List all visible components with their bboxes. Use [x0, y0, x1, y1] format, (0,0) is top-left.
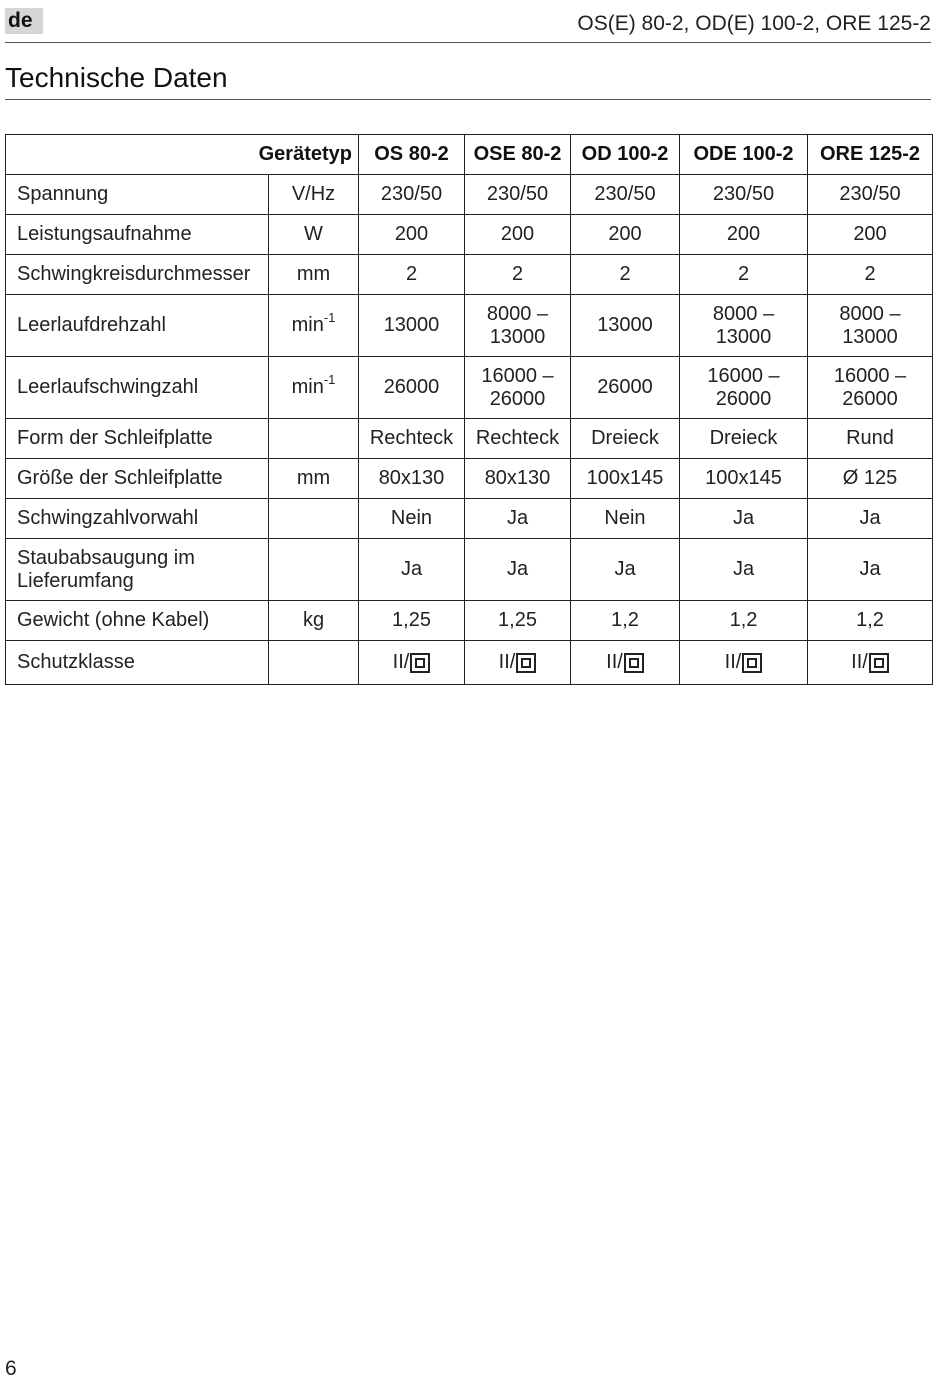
- table-cell: 230/50: [465, 175, 571, 215]
- double-insulation-icon: [869, 653, 889, 673]
- row-label: Gewicht (ohne Kabel): [6, 601, 269, 641]
- label-line: Staubabsaugung im: [17, 546, 195, 569]
- protection-class: [606, 651, 644, 674]
- cell-line: 26000: [489, 387, 546, 410]
- table-row: [6, 601, 933, 641]
- table-row: [6, 419, 933, 459]
- table-row: [6, 215, 933, 255]
- table-cell: 2: [359, 255, 465, 295]
- table-cell: [359, 295, 465, 357]
- label-line: Lieferumfang: [17, 569, 134, 592]
- cell-line: 16000 –: [833, 364, 907, 387]
- type-label: Gerätetyp: [6, 135, 359, 175]
- protection-class: [393, 651, 431, 674]
- table-cell: 1,2: [808, 601, 933, 641]
- table-cell: 200: [808, 215, 933, 255]
- table-row: [6, 295, 933, 357]
- table-cell: [359, 357, 465, 419]
- table-cell: Ja: [465, 499, 571, 539]
- row-unit: [269, 419, 359, 459]
- title-divider: [5, 99, 931, 100]
- double-insulation-icon: [410, 653, 430, 673]
- table-cell: [571, 641, 680, 685]
- unit-exponent: -1: [323, 372, 336, 387]
- table-cell: 200: [359, 215, 465, 255]
- cell-line: 16000 –: [481, 364, 554, 387]
- table-cell: 230/50: [680, 175, 808, 215]
- row-label: [6, 539, 269, 601]
- table-cell: Ja: [808, 539, 933, 601]
- language-badge: de: [5, 8, 43, 34]
- table-cell: 2: [465, 255, 571, 295]
- protection-class-text: II/: [851, 651, 868, 673]
- table-cell: 100x145: [571, 459, 680, 499]
- table-row: [6, 539, 933, 601]
- unit-base: min: [291, 314, 324, 336]
- row-label: Leerlaufschwingzahl: [6, 357, 269, 419]
- cell-line: 13000: [489, 325, 546, 348]
- cell-line: 13000: [715, 325, 772, 348]
- row-label: Spannung: [6, 175, 269, 215]
- row-label: Schutzklasse: [6, 641, 269, 685]
- protection-class: [725, 651, 763, 674]
- row-unit: V/Hz: [269, 175, 359, 215]
- row-unit: [269, 499, 359, 539]
- table-cell: [680, 357, 808, 419]
- table-cell: 230/50: [359, 175, 465, 215]
- table-row: [6, 175, 933, 215]
- table-cell: [808, 295, 933, 357]
- table-cell: 200: [571, 215, 680, 255]
- table-cell: Ja: [571, 539, 680, 601]
- table-cell: Nein: [571, 499, 680, 539]
- protection-class: [851, 651, 889, 674]
- column-header: OD 100-2: [571, 135, 680, 175]
- row-unit: W: [269, 215, 359, 255]
- column-header: OSE 80-2: [465, 135, 571, 175]
- cell-line: 8000 –: [712, 302, 775, 325]
- table-cell: Rechteck: [359, 419, 465, 459]
- table-cell: 1,2: [680, 601, 808, 641]
- table-cell: 2: [808, 255, 933, 295]
- double-insulation-icon: [516, 653, 536, 673]
- table-cell: 230/50: [571, 175, 680, 215]
- table-cell: 2: [680, 255, 808, 295]
- row-unit: [269, 357, 359, 419]
- table-cell: 80x130: [465, 459, 571, 499]
- row-unit: kg: [269, 601, 359, 641]
- table-cell: 1,2: [571, 601, 680, 641]
- protection-class-text: II/: [392, 651, 410, 673]
- table-cell: 1,25: [465, 601, 571, 641]
- row-label: Schwingkreisdurchmesser: [6, 255, 269, 295]
- table-cell: 200: [680, 215, 808, 255]
- double-insulation-icon: [742, 653, 762, 673]
- table-cell: [571, 357, 680, 419]
- table-cell: [808, 357, 933, 419]
- table-cell: [680, 641, 808, 685]
- table-cell: Ja: [680, 499, 808, 539]
- table-cell: Ja: [808, 499, 933, 539]
- cell-line: 13000: [842, 325, 898, 348]
- table-row: [6, 459, 933, 499]
- unit-exponent: -1: [323, 310, 336, 325]
- cell-line: 8000 –: [486, 302, 549, 325]
- table-row: [6, 641, 933, 685]
- row-label: Größe der Schleifplatte: [6, 459, 269, 499]
- row-label: Schwingzahlvorwahl: [6, 499, 269, 539]
- protection-class-text: II/: [498, 651, 516, 673]
- table-cell: [571, 295, 680, 357]
- table-cell: Ja: [680, 539, 808, 601]
- cell-line: 26000: [597, 376, 653, 398]
- table-cell: Dreieck: [571, 419, 680, 459]
- double-insulation-icon: [624, 653, 644, 673]
- model-header: OS(E) 80-2, OD(E) 100-2, ORE 125-2: [577, 12, 931, 35]
- header-divider: [5, 42, 931, 43]
- table-cell: Rund: [808, 419, 933, 459]
- cell-line: 13000: [383, 314, 440, 336]
- table-cell: Ø 125: [808, 459, 933, 499]
- row-unit: mm: [269, 255, 359, 295]
- table-row: [6, 357, 933, 419]
- table-cell: 80x130: [359, 459, 465, 499]
- table-cell: 200: [465, 215, 571, 255]
- table-cell: Ja: [465, 539, 571, 601]
- row-unit: [269, 539, 359, 601]
- page-number: 6: [5, 1357, 17, 1380]
- cell-line: 8000 –: [839, 302, 901, 325]
- table-cell: [465, 295, 571, 357]
- row-unit: [269, 295, 359, 357]
- cell-line: 13000: [597, 314, 653, 336]
- table-cell: 100x145: [680, 459, 808, 499]
- protection-class-text: II/: [606, 651, 623, 673]
- table-cell: [680, 295, 808, 357]
- row-label: Leistungsaufnahme: [6, 215, 269, 255]
- protection-class: [499, 651, 537, 674]
- row-unit: [269, 641, 359, 685]
- table-row: [6, 499, 933, 539]
- table-cell: [465, 357, 571, 419]
- table-header-row: [6, 135, 933, 175]
- table-cell: Dreieck: [680, 419, 808, 459]
- column-header: OS 80-2: [359, 135, 465, 175]
- cell-line: 26000: [842, 387, 898, 410]
- spec-table: [5, 134, 933, 685]
- unit-base: min: [291, 376, 324, 398]
- table-cell: Ja: [359, 539, 465, 601]
- cell-line: 16000 –: [707, 364, 780, 387]
- column-header: ODE 100-2: [680, 135, 808, 175]
- table-cell: [359, 641, 465, 685]
- table-cell: [465, 641, 571, 685]
- column-header: ORE 125-2: [808, 135, 933, 175]
- table-cell: [808, 641, 933, 685]
- table-row: [6, 255, 933, 295]
- table-cell: 230/50: [808, 175, 933, 215]
- cell-line: 26000: [715, 387, 772, 410]
- row-unit: mm: [269, 459, 359, 499]
- page-title: Technische Daten: [5, 62, 228, 93]
- table-cell: 1,25: [359, 601, 465, 641]
- row-label: Form der Schleifplatte: [6, 419, 269, 459]
- cell-line: 26000: [383, 376, 440, 398]
- table-cell: Rechteck: [465, 419, 571, 459]
- table-cell: 2: [571, 255, 680, 295]
- row-label: Leerlaufdrehzahl: [6, 295, 269, 357]
- table-cell: Nein: [359, 499, 465, 539]
- protection-class-text: II/: [724, 651, 742, 673]
